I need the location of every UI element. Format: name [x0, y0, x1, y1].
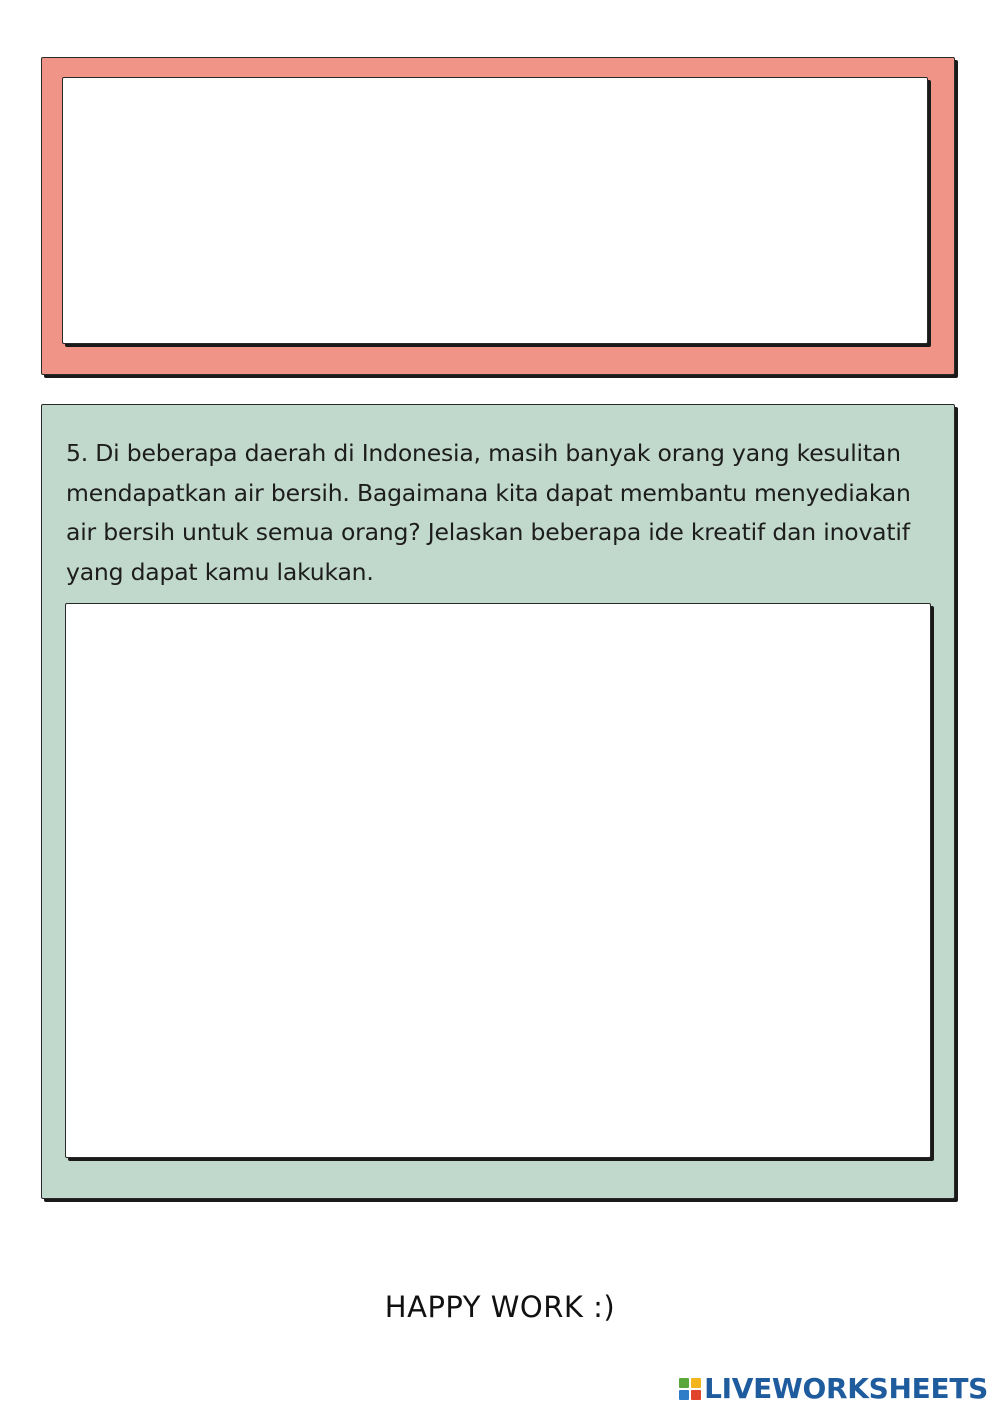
watermark-label: LIVEWORKSHEETS	[704, 1372, 988, 1405]
footer-message: HAPPY WORK :)	[384, 1290, 616, 1324]
logo-square-blue	[679, 1390, 689, 1400]
logo-square-red	[691, 1390, 701, 1400]
liveworksheets-logo-icon	[679, 1378, 701, 1400]
logo-square-green	[679, 1378, 689, 1388]
question-5-text: 5. Di beberapa daerah di Indonesia, masih banyak orang yang kesulitan mendapatkan air bersih. Bagaimana kita dapat membantu menyediakan air bersih untuk semua orang? Jelaskan beberapa ide kreatif dan inovatif yang dapat kamu lakukan.	[66, 439, 911, 586]
answer-panel-top	[41, 57, 955, 375]
question-panel-5	[41, 404, 955, 1199]
liveworksheets-watermark	[679, 1372, 988, 1405]
answer-box-top[interactable]	[62, 77, 928, 344]
answer-box-question-5[interactable]	[65, 603, 931, 1158]
logo-square-yellow	[691, 1378, 701, 1388]
